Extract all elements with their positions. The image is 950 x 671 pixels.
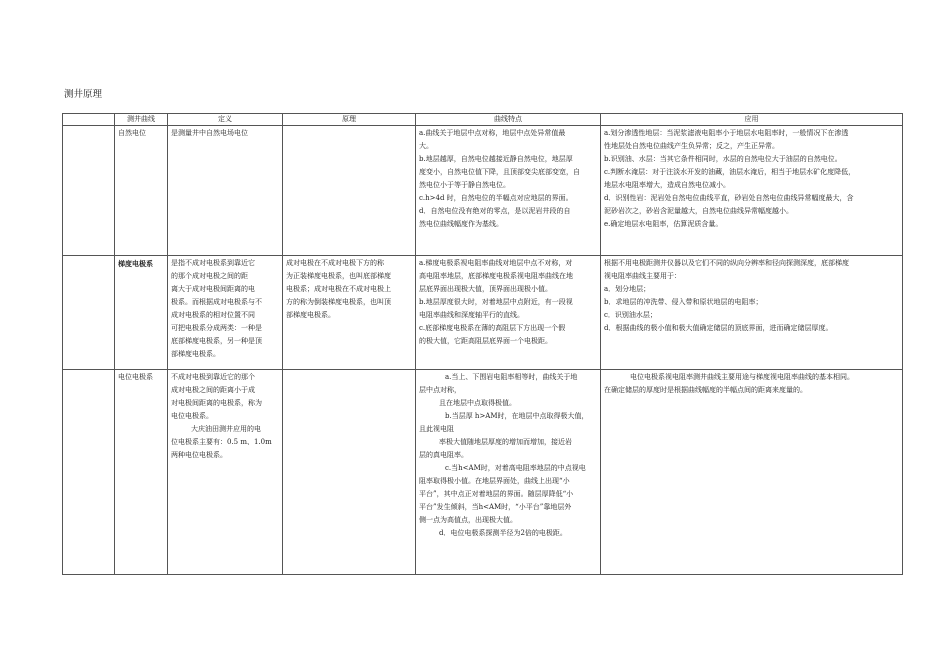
table-row [63, 126, 903, 256]
text-line: 层中点对称， [419, 386, 461, 394]
text-line: 两种电位电极系。 [171, 451, 227, 459]
text-line: 成对电极在不成对电极下方的称 [286, 259, 384, 267]
text-line: d．自然电位没有绝对的零点，是以泥岩井段的自 [419, 207, 571, 215]
header-definition: 定义 [168, 114, 283, 126]
text-line: 地层水电阻率增大，造成自然电位减小。 [604, 181, 730, 189]
text-line: b.地层厚度很大时，对着地层中点附近，有一段视 [419, 298, 573, 306]
row-blank-cell [63, 370, 115, 575]
text-line: 极系。而根据成对电极系与不 [171, 298, 262, 306]
header-application: 应用 [601, 114, 903, 126]
text-line: 且此视电阻 [419, 425, 454, 433]
text-line: 且在地层中点取得极值。 [439, 399, 516, 407]
text-line: 不成对电极到靠近它的那个 [171, 373, 255, 381]
application-cell [601, 370, 903, 575]
text-line: 为正装梯度电极系，也叫底部梯度 [286, 272, 391, 280]
text-line: 泥砂岩次之，砂岩含泥量越大，自然电位曲线异常幅度越小。 [604, 207, 793, 215]
text-line: 大庆油田测井应用的电 [191, 425, 261, 433]
logging-principles-table [62, 113, 903, 575]
text-line: 部梯度电极系。 [171, 350, 220, 358]
text-line: c.底部梯度电极系在薄的高阻层下方出现一个假 [419, 324, 566, 332]
text-line: c．识别油水层； [604, 311, 657, 319]
header-row [63, 114, 903, 126]
features-cell [416, 370, 601, 575]
text-line: 是测量井中自然电场电位 [171, 129, 248, 137]
row-blank-cell [63, 126, 115, 256]
text-line: 阻率取得极小值。在地层界面处，曲线上出现“小 [419, 477, 570, 485]
header-principle: 原理 [283, 114, 416, 126]
text-line: 平台”发生倾斜，当h<AM时，“小平台”靠地层外 [419, 503, 572, 511]
text-line: a.划分渗透性地层：当泥浆滤液电阻率小于地层水电阻率时，一般情况下在渗透 [604, 129, 849, 137]
text-line: 方的称为倒装梯度电极系，也叫顶 [286, 298, 391, 306]
text-line: 的那个成对电极之间的距 [171, 272, 248, 280]
text-line: 视电阻率曲线主要用于： [604, 272, 681, 280]
text-line: 电阻率曲线和深度轴平行的直线。 [419, 311, 524, 319]
text-line: 可把电极系分成两类：一种是 [171, 324, 262, 332]
features-cell [416, 256, 601, 370]
text-line: 性地层处自然电位曲线产生负异常；反之，产生正异常。 [604, 142, 779, 150]
text-line: 根据不用电极距测井仪器以及它们不同的纵向分辨率和径向探测深度，底部梯度 [604, 259, 849, 267]
table-row [63, 256, 903, 370]
header-features: 曲线特点 [416, 114, 601, 126]
text-line: 然电位曲线幅度作为基线。 [419, 220, 503, 228]
text-line: c.h>4d 时，自然电位的半幅点对应地层的界面。 [419, 194, 573, 202]
curve-name-cell: 梯度电极系 [115, 256, 168, 370]
text-line: 成对电极系的相对位置不同 [171, 311, 255, 319]
curve-name-cell: 自然电位 [115, 126, 168, 256]
text-line: 是指不成对电极系到靠近它 [171, 259, 255, 267]
application-cell [601, 126, 903, 256]
text-line: 底部梯度电极系，另一种是顶 [171, 337, 262, 345]
text-line: d．根据曲线的极小值和极大值确定储层的顶底界面，进而确定储层厚度。 [604, 324, 833, 332]
text-line: c.当h<AM时，对着高电阻率地层的中点视电 [445, 464, 586, 472]
text-line: 的极大值，它距高阻层底界面一个电极距。 [419, 337, 552, 345]
features-cell [416, 126, 601, 256]
text-line: 层底界面出现极大值，顶界面出现极小值。 [419, 285, 552, 293]
application-cell [601, 256, 903, 370]
text-line: 率极大值随地层厚度的增加而增加，接近岩 [439, 438, 572, 446]
curve-name-cell: 电位电极系 [115, 370, 168, 575]
text-line: 部梯度电极系。 [286, 311, 335, 319]
definition-cell [168, 370, 283, 575]
text-line: 侧一点为高值点，出现极大值。 [419, 516, 517, 524]
header-blank [63, 114, 115, 126]
text-line: 大。 [419, 142, 433, 150]
text-line: b．求地层的冲洗带、侵入带和原状地层的电阻率； [604, 298, 763, 306]
text-line: d．识别性岩：泥岩处自然电位曲线平直，砂岩处自然电位曲线异常幅度最大，含 [604, 194, 854, 202]
text-line: 度变小，自然电位值下降，且顶部变尖底部变宽，自 [419, 168, 580, 176]
text-line: a.梯度电极系视电阻率曲线对地层中点不对称，对 [419, 259, 573, 267]
text-line: 层的真电阻率。 [419, 451, 468, 459]
principle-cell [283, 256, 416, 370]
text-line: b.识别油、水层：当其它条件相同时，水层的自然电位大于油层的自然电位。 [604, 155, 842, 163]
text-line: d．电位电极系探测半径为2倍的电极距。 [439, 529, 567, 537]
text-line: c.判断水淹层：对于注淡水开发的油藏，油层水淹后，相当于地层水矿化度降低， [604, 168, 856, 176]
text-line: e.确定地层水电阻率，估算泥质含量。 [604, 220, 723, 228]
text-line: a．划分地层； [604, 285, 651, 293]
text-line: a.曲线关于地层中点对称，地层中点处异常值最 [419, 129, 566, 137]
text-line: 成对电极之间的距离小于成 [171, 386, 255, 394]
text-line: 电位电极系视电阻率测井曲线主要用途与梯度视电阻率曲线的基本相同。 [630, 373, 854, 381]
row-blank-cell [63, 256, 115, 370]
header-curve: 测井曲线 [115, 114, 168, 126]
text-line: 电极系；成对电极在不成对电极上 [286, 285, 391, 293]
text-line: b.地层越厚，自然电位越接近静自然电位，地层厚 [419, 155, 573, 163]
principle-cell [283, 370, 416, 575]
definition-cell [168, 126, 283, 256]
text-line: 平台”，其中点正对着地层的界面。随层厚降低“小 [419, 490, 574, 498]
text-line: 然电位小于等于静自然电位。 [419, 181, 510, 189]
page-title: 测井原理 [64, 89, 103, 100]
definition-cell [168, 256, 283, 370]
text-line: 位电极系主要有：0.5 m、1.0m [171, 438, 272, 446]
text-line: 高电阻率地层，底部梯度电极系视电阻率曲线在地 [419, 272, 573, 280]
text-line: b.当层厚 h>AM时，在地层中点取得极大值， [445, 412, 589, 420]
text-line: 在确定储层的厚度时是根据曲线幅度的半幅点间的距离来度量的。 [604, 386, 807, 394]
principle-cell [283, 126, 416, 256]
text-line: a.当上、下围岩电阻率相等时，曲线关于地 [445, 373, 578, 381]
text-line: 对电极间距离的电极系，称为 [171, 399, 262, 407]
table-row [63, 370, 903, 575]
text-line: 电位电极系。 [171, 412, 213, 420]
text-line: 离大于成对电极间距离的电 [171, 285, 255, 293]
